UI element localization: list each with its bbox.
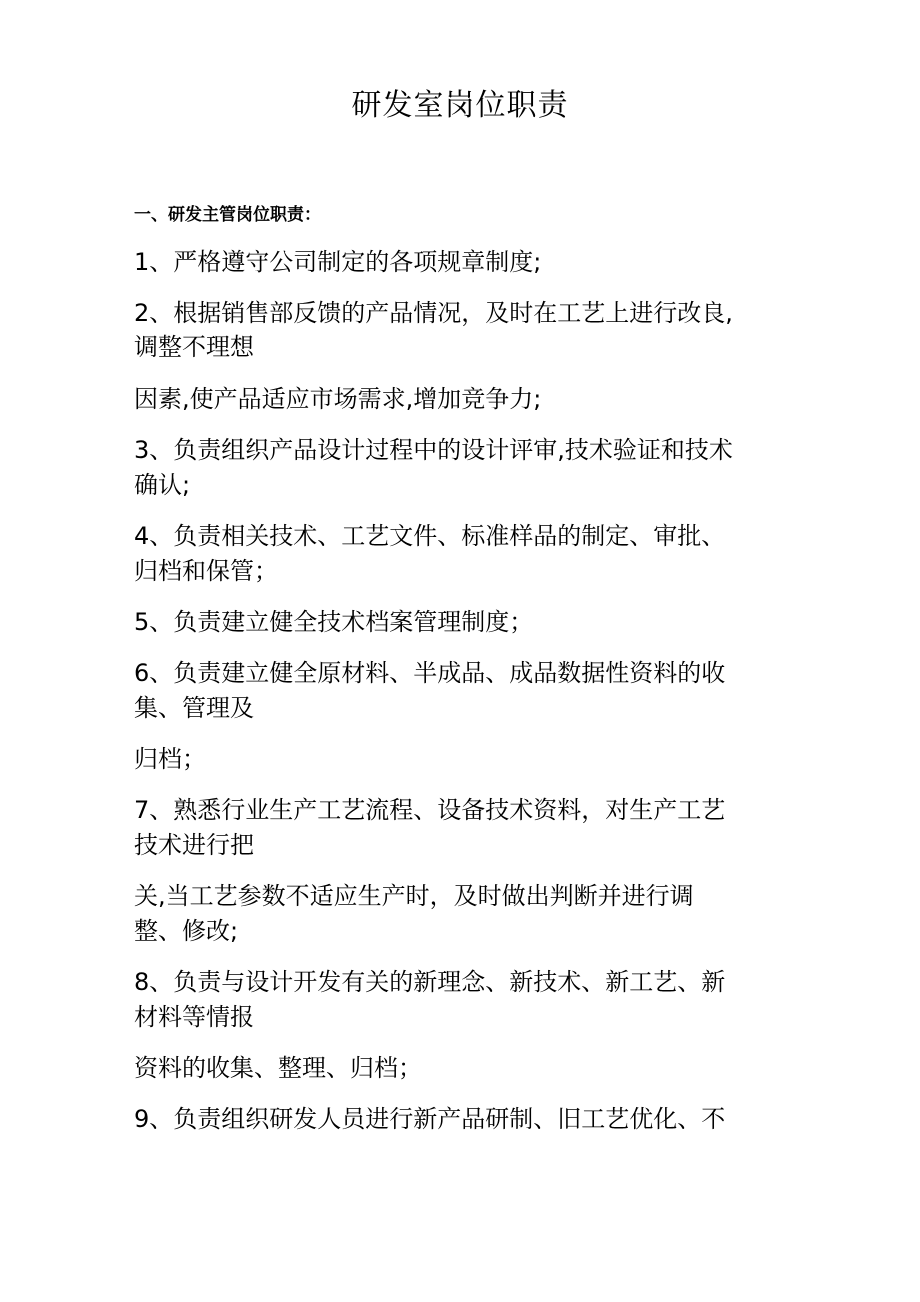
body-line-20: 9、负责组织研发人员进行新产品研制、旧工艺优化、不 bbox=[134, 1105, 726, 1133]
body-line-16: 整、修改; bbox=[134, 917, 239, 945]
body-line-14: 技术进行把 bbox=[134, 831, 254, 859]
section-heading: 一、研发主管岗位职责： bbox=[134, 205, 321, 225]
body-line-19: 资料的收集、整理、归档； bbox=[134, 1054, 422, 1082]
body-line-12: 归档； bbox=[134, 745, 206, 773]
body-line-3: 调整不理想 bbox=[134, 333, 254, 361]
body-line-8: 归档和保管； bbox=[134, 557, 278, 585]
body-line-9: 5、负责建立健全技术档案管理制度； bbox=[134, 608, 534, 636]
body-line-17: 8、负责与设计开发有关的新理念、新技术、新工艺、新 bbox=[134, 968, 726, 996]
body-line-5: 3、负责组织产品设计过程中的设计评审,技术验证和技术 bbox=[134, 436, 733, 464]
body-line-10: 6、负责建立健全原材料、半成品、成品数据性资料的收 bbox=[134, 659, 726, 687]
body-line-15: 关,当工艺参数不适应生产时，及时做出判断并进行调 bbox=[134, 882, 694, 910]
body-line-18: 材料等情报 bbox=[134, 1003, 254, 1031]
body-line-13: 7、熟悉行业生产工艺流程、设备技术资料，对生产工艺 bbox=[134, 796, 726, 824]
body-line-2: 2、根据销售部反馈的产品情况，及时在工艺上进行改良, bbox=[134, 299, 733, 327]
body-line-6: 确认; bbox=[134, 471, 191, 499]
body-line-1: 1、严格遵守公司制定的各项规章制度; bbox=[134, 248, 542, 276]
document-title: 研发室岗位职责 bbox=[351, 88, 569, 123]
body-line-11: 集、管理及 bbox=[134, 694, 254, 722]
body-line-7: 4、负责相关技术、工艺文件、标准样品的制定、审批、 bbox=[134, 522, 726, 550]
body-line-4: 因素,使产品适应市场需求,增加竞争力; bbox=[134, 385, 542, 413]
